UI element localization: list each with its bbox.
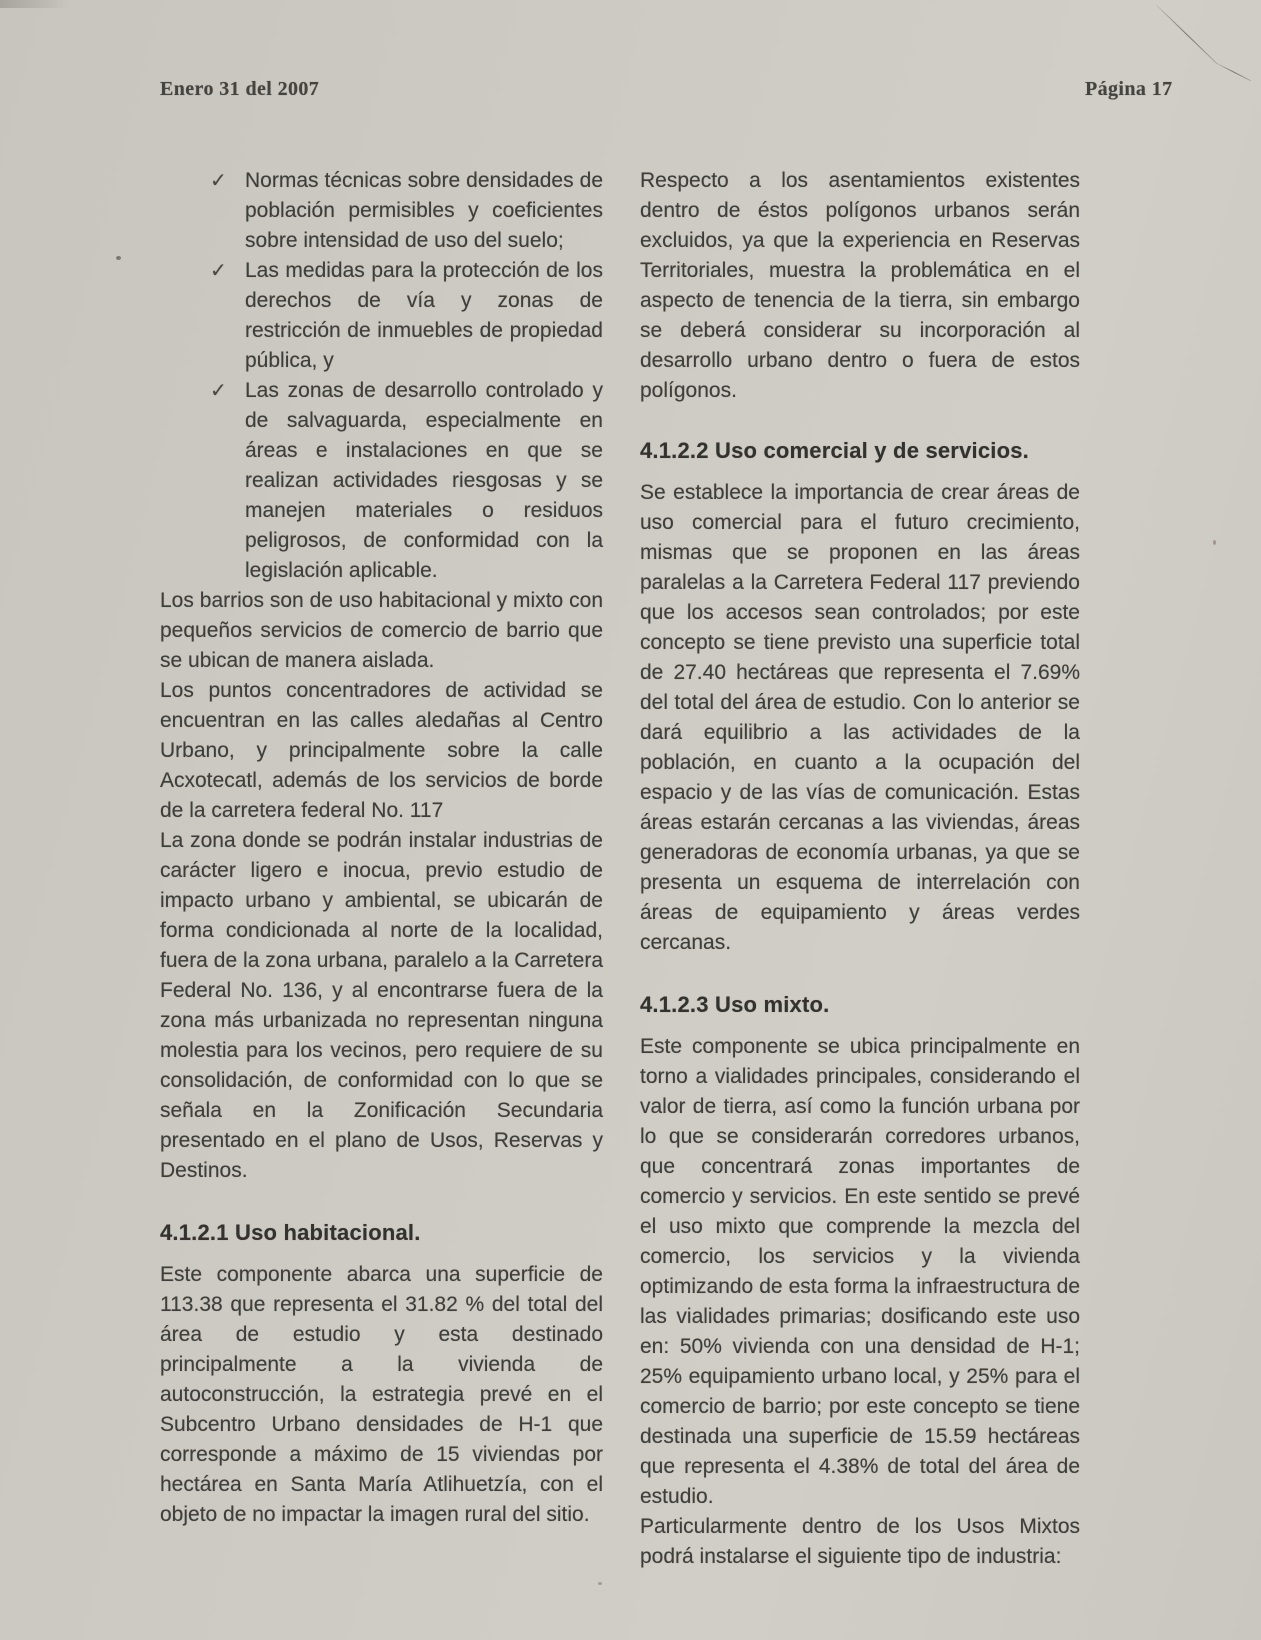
header-date: Enero 31 del 2007 [160,78,320,100]
check-bullet-icon: ✓ [210,260,227,282]
bullet-text: Las medidas para la protección de los derechos de vía y zonas de restricción de inmuebles de propiedad pública, y [245,259,603,372]
check-bullet-icon: ✓ [210,170,227,192]
paragraph-asentamientos: Respecto a los asentamientos existentes dentro de éstos polígonos urbanos serán excluidos, ya que la experiencia en Reservas Territoriales, muestra la problemática en el aspecto de tenencia de la tierra, sin embargo se deberá considerar su incorporación al desarrollo urbano dentro o fuera de estos polígonos. [640,169,1080,402]
paragraph-usos-mixtos-industria: Particularmente dentro de los Usos Mixtos podrá instalarse el siguiente tipo de industria: [640,1515,1080,1568]
section-heading-uso-habitacional: 4.1.2.1 Uso habitacional. [160,1220,421,1245]
bullet-text: Las zonas de desarrollo controlado y de salvaguarda, especialmente en áreas e instalaciones en que se realizan actividades riesgosas y se manejen materiales o residuos peligrosos, de conformidad con la legislación aplicable. [245,379,603,582]
bullet-item [160,256,603,376]
bullet-list [160,166,603,586]
scan-speck [598,1582,602,1585]
scan-scratch-line [1217,63,1251,81]
scan-smudge [0,0,70,8]
paragraph-puntos-concentradores: Los puntos concentradores de actividad se encuentran en las calles aledañas al Centro Urbano, y principalmente sobre la calle Acxotecatl, además de los servicios de borde de la carretera federal No. 117 [160,679,603,822]
paragraph-barrios: Los barrios son de uso habitacional y mixto con pequeños servicios de comercio de barrio que se ubican de manera aislada. [160,589,603,672]
paragraph-uso-mixto: Este componente se ubica principalmente en torno a vialidades principales, considerando el valor de tierra, así como la función urbana por lo que se considerarán corredores urbanos, que concentrará zonas importantes de comercio y servicios. En este sentido se prevé el uso mixto que comprende la mezcla del comercio, los servicios y la vivienda optimizando de esta forma la infraestructura de las vialidades primarias; dosificando este uso en: 50% vivienda con una densidad de H-1; 25% equipamiento urbano local, y 25% para el comercio de barrio; por este concepto se tiene destinada una superficie de 15.59 hectáreas que representa el 4.38% de total del área de estudio. [640,1035,1080,1508]
header-page-number: Página 17 [1085,78,1173,100]
right-column [640,166,1080,1572]
bullet-item [160,166,603,256]
scan-speck [116,256,121,260]
paragraph-uso-habitacional: Este componente abarca una superficie de 113.38 que representa el 31.82 % del total del área de estudio y esta destinado principalmente a la vivienda de autoconstrucción, la estrategia prevé en el Subcentro Urbano densidades de H-1 que corresponde a máximo de 15 viviendas por hectárea en Santa María Atlihuetzía, con el objeto de no impactar la imagen rural del sitio. [160,1263,603,1526]
paragraph-zona-industrias: La zona donde se podrán instalar industrias de carácter ligero e inocua, previo estudio de impacto urbano y ambiental, se ubicarán de forma condicionada al norte de la localidad, fuera de la zona urbana, paralelo a la Carretera Federal No. 136, y al encontrarse fuera de la zona más urbanizada no representan ninguna molestia para los vecinos, pero requiere de su consolidación, de conformidad con lo que se señala en la Zonificación Secundaria presentado en el plano de Usos, Reservas y Destinos. [160,829,603,1182]
section-heading-uso-comercial: 4.1.2.2 Uso comercial y de servicios. [640,438,1029,463]
paragraph-uso-comercial: Se establece la importancia de crear áreas de uso comercial para el futuro crecimiento, mismas que se proponen en las áreas paralelas a la Carretera Federal 117 previendo que los accesos sean controlados; por este concepto se tiene previsto una superficie total de 27.40 hectáreas que representa el 7.69% del total del área de estudio. Con lo anterior se dará equilibrio a las actividades de la población, en cuanto a la ocupación del espacio y de las vías de comunicación. Estas áreas estarán cercanas a las viviendas, áreas generadoras de economía urbanas, ya que se presenta un esquema de interrelación con áreas de equipamiento y áreas verdes cercanas. [640,481,1080,954]
bullet-text: Normas técnicas sobre densidades de población permisibles y coeficientes sobre intensidad de uso del suelo; [245,169,603,252]
check-bullet-icon: ✓ [210,380,227,402]
scan-scratch-line [1156,5,1217,64]
left-column [160,166,603,1530]
section-heading-uso-mixto: 4.1.2.3 Uso mixto. [640,992,830,1017]
bullet-item [160,376,603,586]
scan-speck [1213,540,1216,545]
